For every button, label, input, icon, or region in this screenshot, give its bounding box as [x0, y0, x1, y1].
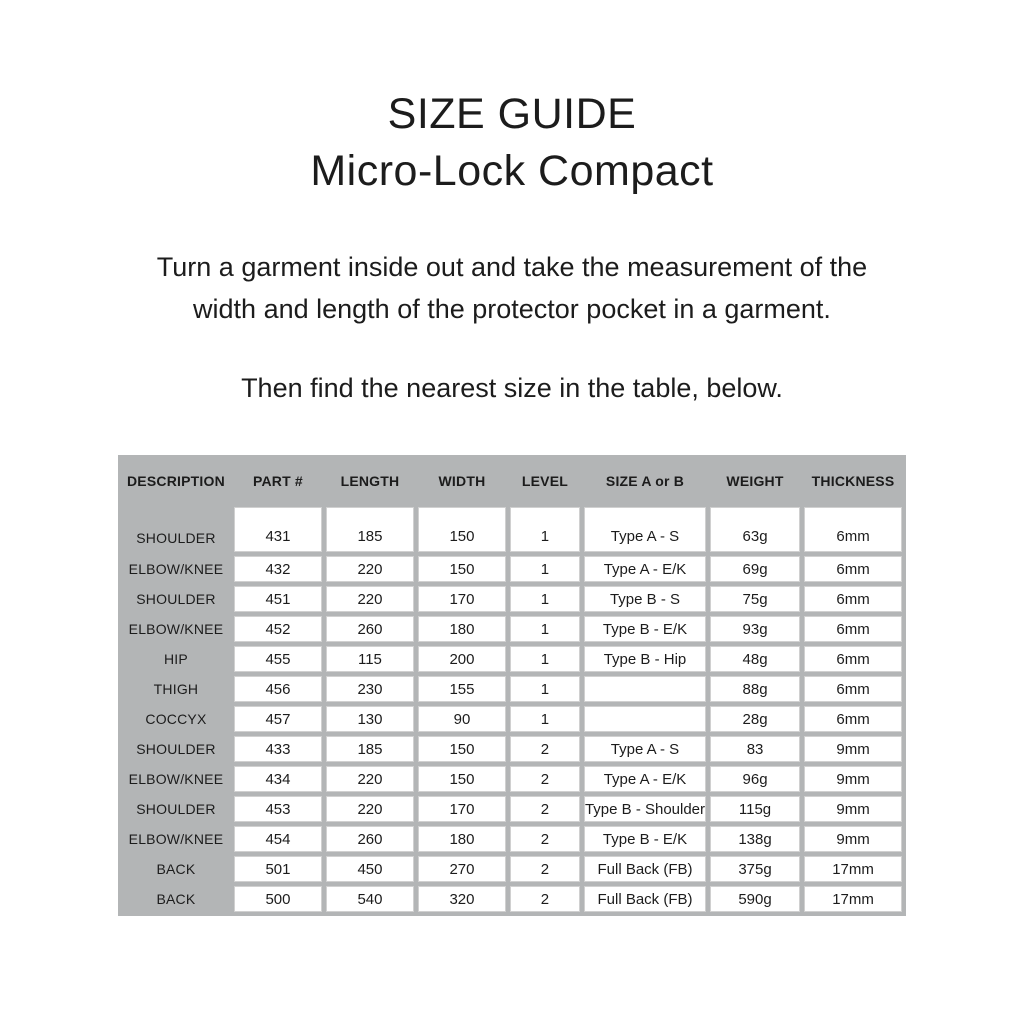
title-line-1: SIZE GUIDE: [387, 90, 637, 138]
cell-width: 150: [418, 766, 506, 792]
cell-level: 1: [510, 507, 580, 552]
cell-thickness: 9mm: [804, 766, 902, 792]
cell-weight: 28g: [710, 706, 800, 732]
cell-size-a-or-b: Type A - E/K: [584, 766, 706, 792]
cell-length: 185: [326, 736, 414, 762]
cell-weight: 48g: [710, 646, 800, 672]
column-header-level: LEVEL: [510, 459, 580, 503]
cell-width: 150: [418, 507, 506, 552]
cell-description: ELBOW/KNEE: [128, 771, 224, 787]
cell-thickness: 6mm: [804, 646, 902, 672]
table-row: [122, 616, 902, 642]
cell-description: ELBOW/KNEE: [128, 831, 224, 847]
cell-weight: 96g: [710, 766, 800, 792]
cell-description: SHOULDER: [136, 741, 216, 757]
cell-thickness: 6mm: [804, 616, 902, 642]
cell-length: 130: [326, 706, 414, 732]
table-row: [122, 676, 902, 702]
cell-part-number: 432: [234, 556, 322, 582]
cell-description: HIP: [163, 651, 188, 667]
table-row: [122, 796, 902, 822]
cell-weight: 375g: [710, 856, 800, 882]
cell-description: THIGH: [153, 681, 199, 697]
cell-size-a-or-b: Type B - Shoulder: [584, 796, 706, 822]
table-row: [122, 646, 902, 672]
cell-width: 170: [418, 796, 506, 822]
cell-size-a-or-b: [584, 676, 706, 702]
cell-part-number: 501: [234, 856, 322, 882]
cell-level: 2: [510, 856, 580, 882]
cell-length: 185: [326, 507, 414, 552]
cell-width: 270: [418, 856, 506, 882]
size-table: [118, 455, 906, 916]
cell-description: BACK: [156, 861, 196, 877]
cell-level: 1: [510, 586, 580, 612]
cell-part-number: 457: [234, 706, 322, 732]
cell-level: 2: [510, 796, 580, 822]
cell-length: 260: [326, 616, 414, 642]
table-row: [122, 556, 902, 582]
cell-thickness: 9mm: [804, 796, 902, 822]
cell-length: 450: [326, 856, 414, 882]
cell-part-number: 433: [234, 736, 322, 762]
cell-level: 2: [510, 886, 580, 912]
cell-thickness: 6mm: [804, 676, 902, 702]
cell-width: 150: [418, 736, 506, 762]
cell-width: 180: [418, 826, 506, 852]
cell-width: 320: [418, 886, 506, 912]
cell-level: 1: [510, 556, 580, 582]
cell-description: COCCYX: [145, 711, 207, 727]
cell-description: ELBOW/KNEE: [128, 621, 224, 637]
cell-width: 155: [418, 676, 506, 702]
cell-weight: 88g: [710, 676, 800, 702]
cell-weight: 138g: [710, 826, 800, 852]
table-row: [122, 507, 902, 552]
cell-length: 220: [326, 766, 414, 792]
cell-description: SHOULDER: [136, 801, 216, 817]
cell-size-a-or-b: Type B - Hip: [584, 646, 706, 672]
cell-part-number: 455: [234, 646, 322, 672]
cell-level: 2: [510, 736, 580, 762]
page-title: [0, 0, 1024, 200]
cell-size-a-or-b: Type B - E/K: [584, 826, 706, 852]
cell-thickness: 6mm: [804, 556, 902, 582]
instructions-find-size: Then find the nearest size in the table, below.: [241, 373, 783, 403]
cell-part-number: 451: [234, 586, 322, 612]
cell-thickness: 6mm: [804, 706, 902, 732]
cell-part-number: 500: [234, 886, 322, 912]
cell-size-a-or-b: [584, 706, 706, 732]
cell-size-a-or-b: Type A - S: [584, 507, 706, 552]
cell-weight: 93g: [710, 616, 800, 642]
cell-length: 220: [326, 796, 414, 822]
column-header-part-number: PART #: [234, 459, 322, 503]
cell-thickness: 9mm: [804, 736, 902, 762]
cell-thickness: 17mm: [804, 886, 902, 912]
cell-thickness: 17mm: [804, 856, 902, 882]
column-header-length: LENGTH: [326, 459, 414, 503]
cell-size-a-or-b: Type B - S: [584, 586, 706, 612]
cell-level: 2: [510, 826, 580, 852]
cell-weight: 83: [710, 736, 800, 762]
table-header-row: [122, 459, 902, 503]
table-body: [122, 507, 902, 912]
cell-size-a-or-b: Type A - S: [584, 736, 706, 762]
cell-length: 220: [326, 556, 414, 582]
cell-weight: 75g: [710, 586, 800, 612]
cell-weight: 115g: [710, 796, 800, 822]
instructions-measure: [0, 246, 1024, 330]
cell-size-a-or-b: Full Back (FB): [584, 886, 706, 912]
cell-width: 180: [418, 616, 506, 642]
cell-weight: 63g: [710, 507, 800, 552]
instructions-line-1: Turn a garment inside out and take the measurement of the: [156, 252, 868, 282]
cell-width: 170: [418, 586, 506, 612]
cell-thickness: 6mm: [804, 586, 902, 612]
cell-level: 1: [510, 646, 580, 672]
cell-width: 200: [418, 646, 506, 672]
cell-length: 230: [326, 676, 414, 702]
column-header-description: DESCRIPTION: [122, 459, 230, 503]
title-line-2: Micro-Lock Compact: [310, 147, 714, 195]
cell-length: 260: [326, 826, 414, 852]
cell-part-number: 456: [234, 676, 322, 702]
column-header-weight: WEIGHT: [710, 459, 800, 503]
table-row: [122, 706, 902, 732]
instructions-line-2: width and length of the protector pocket in a garment.: [193, 294, 831, 324]
cell-level: 1: [510, 706, 580, 732]
table-row: [122, 826, 902, 852]
cell-description: SHOULDER: [136, 530, 216, 546]
cell-part-number: 452: [234, 616, 322, 642]
cell-length: 540: [326, 886, 414, 912]
cell-length: 115: [326, 646, 414, 672]
table-row: [122, 586, 902, 612]
cell-weight: 590g: [710, 886, 800, 912]
cell-size-a-or-b: Type A - E/K: [584, 556, 706, 582]
cell-part-number: 434: [234, 766, 322, 792]
cell-description: BACK: [156, 891, 196, 907]
cell-level: 2: [510, 766, 580, 792]
table-row: [122, 856, 902, 882]
table-row: [122, 736, 902, 762]
cell-level: 1: [510, 616, 580, 642]
cell-part-number: 454: [234, 826, 322, 852]
cell-length: 220: [326, 586, 414, 612]
table-row: [122, 886, 902, 912]
cell-size-a-or-b: Type B - E/K: [584, 616, 706, 642]
cell-size-a-or-b: Full Back (FB): [584, 856, 706, 882]
column-header-thickness: THICKNESS: [804, 459, 902, 503]
table-row: [122, 766, 902, 792]
cell-thickness: 9mm: [804, 826, 902, 852]
cell-description: ELBOW/KNEE: [128, 561, 224, 577]
cell-weight: 69g: [710, 556, 800, 582]
column-header-width: WIDTH: [418, 459, 506, 503]
cell-description: SHOULDER: [136, 591, 216, 607]
cell-width: 90: [418, 706, 506, 732]
cell-part-number: 453: [234, 796, 322, 822]
cell-width: 150: [418, 556, 506, 582]
cell-level: 1: [510, 676, 580, 702]
column-header-size-a-or-b: SIZE A or B: [584, 459, 706, 503]
cell-part-number: 431: [234, 507, 322, 552]
cell-thickness: 6mm: [804, 507, 902, 552]
